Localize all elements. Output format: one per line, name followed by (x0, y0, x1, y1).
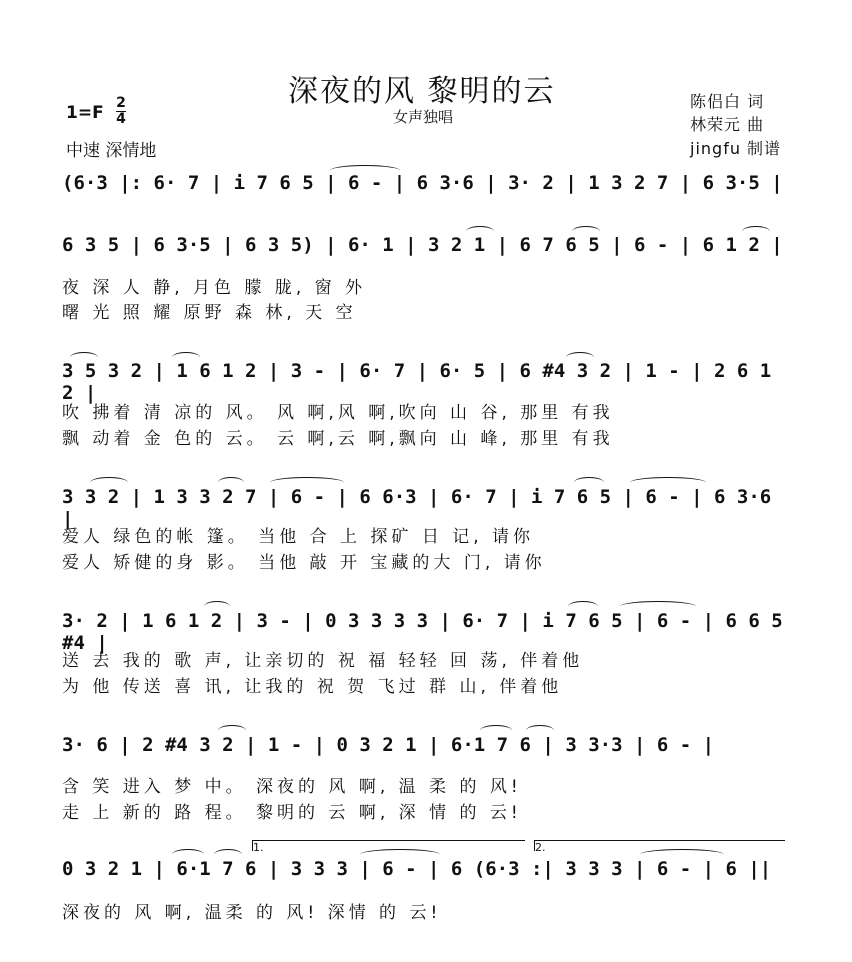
lyricist-credit: 陈侣白 词 (690, 92, 765, 111)
music-row-5 (62, 610, 792, 654)
slur-mark (218, 477, 244, 488)
song-subtitle: 女声独唱 (393, 108, 454, 126)
lyric-verse-2: 曙 光 照 耀 原野 森 林, 天 空 (62, 303, 357, 323)
slur-mark (466, 226, 494, 237)
music-row-7 (62, 858, 792, 888)
slur-mark (568, 601, 598, 612)
slur-mark (572, 226, 600, 237)
slur-mark (566, 352, 594, 363)
notation-line: 3 5 3 2 | 1 6 1 2 | 3 - | 6· 7 | 6· 5 | 6 #4 3 2 | 1 - | 2 6 1 2 | (62, 360, 772, 404)
tie-mark (640, 849, 724, 860)
music-row-1 (62, 172, 792, 202)
lyric-verse-2: 飘 动着 金 色的 云。 云 啊,云 啊,飘向 山 峰, 那里 有我 (62, 429, 614, 449)
lyric-verse-2: 爱人 矫健的身 影。 当他 敲 开 宝藏的大 门, 请你 (62, 553, 546, 573)
slur-mark (172, 352, 200, 363)
slur-mark (218, 725, 246, 736)
slur-mark (526, 725, 554, 736)
notation-line: 3 3 2 | 1 3 3 2 7 | 6 - | 6 6·3 | 6· 7 | i 7 6 5 | 6 - | 6 3·6 | (62, 486, 772, 530)
notation-line: (6·3 |: 6· 7 | i 7 6 5 | 6 - | 6 3·6 | 3· 2 | 1 3 2 7 | 6 3·5 | (62, 172, 783, 194)
tie-mark (270, 477, 344, 488)
slur-mark (70, 352, 98, 363)
slur-mark (204, 601, 230, 612)
tempo-marking: 中速 深情地 (66, 141, 157, 161)
lyric-verse-1: 深夜的 风 啊, 温柔 的 风! 深情 的 云! (62, 903, 442, 923)
volta-label: 1. (253, 841, 264, 854)
lyric-verse-1: 吹 拂着 清 凉的 风。 风 啊,风 啊,吹向 山 谷, 那里 有我 (62, 403, 614, 423)
slur-mark (480, 725, 512, 736)
slur-mark (742, 226, 770, 237)
composer-credit: 林荣元 曲 (690, 115, 765, 134)
lyric-verse-1: 含 笑 进入 梦 中。 深夜的 风 啊, 温 柔 的 风! (62, 777, 522, 797)
tie-mark (360, 849, 440, 860)
slur-mark (172, 849, 204, 860)
song-title: 深夜的风 黎明的云 (288, 74, 556, 109)
music-row-3 (62, 360, 792, 404)
tie-mark (620, 601, 696, 612)
slur-mark (574, 477, 604, 488)
music-row-4 (62, 486, 792, 530)
time-signature (116, 96, 126, 127)
music-row-2 (62, 234, 792, 264)
key-signature: 1=F (66, 103, 104, 123)
lyric-verse-1: 爱人 绿色的帐 篷。 当他 合 上 探矿 日 记, 请你 (62, 527, 535, 547)
lyric-verse-1: 送 去 我的 歌 声, 让亲切的 祝 福 轻轻 回 荡, 伴着他 (62, 651, 584, 671)
tie-mark (630, 477, 706, 488)
slur-mark (214, 849, 242, 860)
notation-line: 3· 6 | 2 #4 3 2 | 1 - | 0 3 2 1 | 6·1 7 6 | 3 3·3 | 6 - | (62, 734, 715, 756)
lyric-verse-1: 夜 深 人 静, 月色 朦 胧, 窗 外 (62, 278, 367, 298)
tie-mark (330, 165, 400, 176)
arranger-credit: jingfu 制谱 (690, 139, 782, 158)
music-row-6 (62, 734, 792, 764)
notation-line: 3· 2 | 1 6 1 2 | 3 - | 0 3 3 3 3 | 6· 7 | i 7 6 5 | 6 - | 6 6 5 #4 | (62, 610, 783, 654)
slur-mark (90, 477, 128, 488)
time-signature-denominator: 4 (116, 111, 126, 127)
notation-line: 6 3 5 | 6 3·5 | 6 3 5) | 6· 1 | 3 2 1 | 6 7 6 5 | 6 - | 6 1 2 | (62, 234, 783, 256)
notation-line: 0 3 2 1 | 6·1 7 6 | 3 3 3 | 6 - | 6 (6·3 :| 3 3 3 | 6 - | 6 || (62, 858, 772, 880)
lyric-verse-2: 为 他 传送 喜 讯, 让我的 祝 贺 飞过 群 山, 伴着他 (62, 677, 563, 697)
time-signature-numerator: 2 (116, 95, 126, 111)
volta-label: 2. (535, 841, 546, 854)
lyric-verse-2: 走 上 新的 路 程。 黎明的 云 啊, 深 情 的 云! (62, 803, 522, 823)
